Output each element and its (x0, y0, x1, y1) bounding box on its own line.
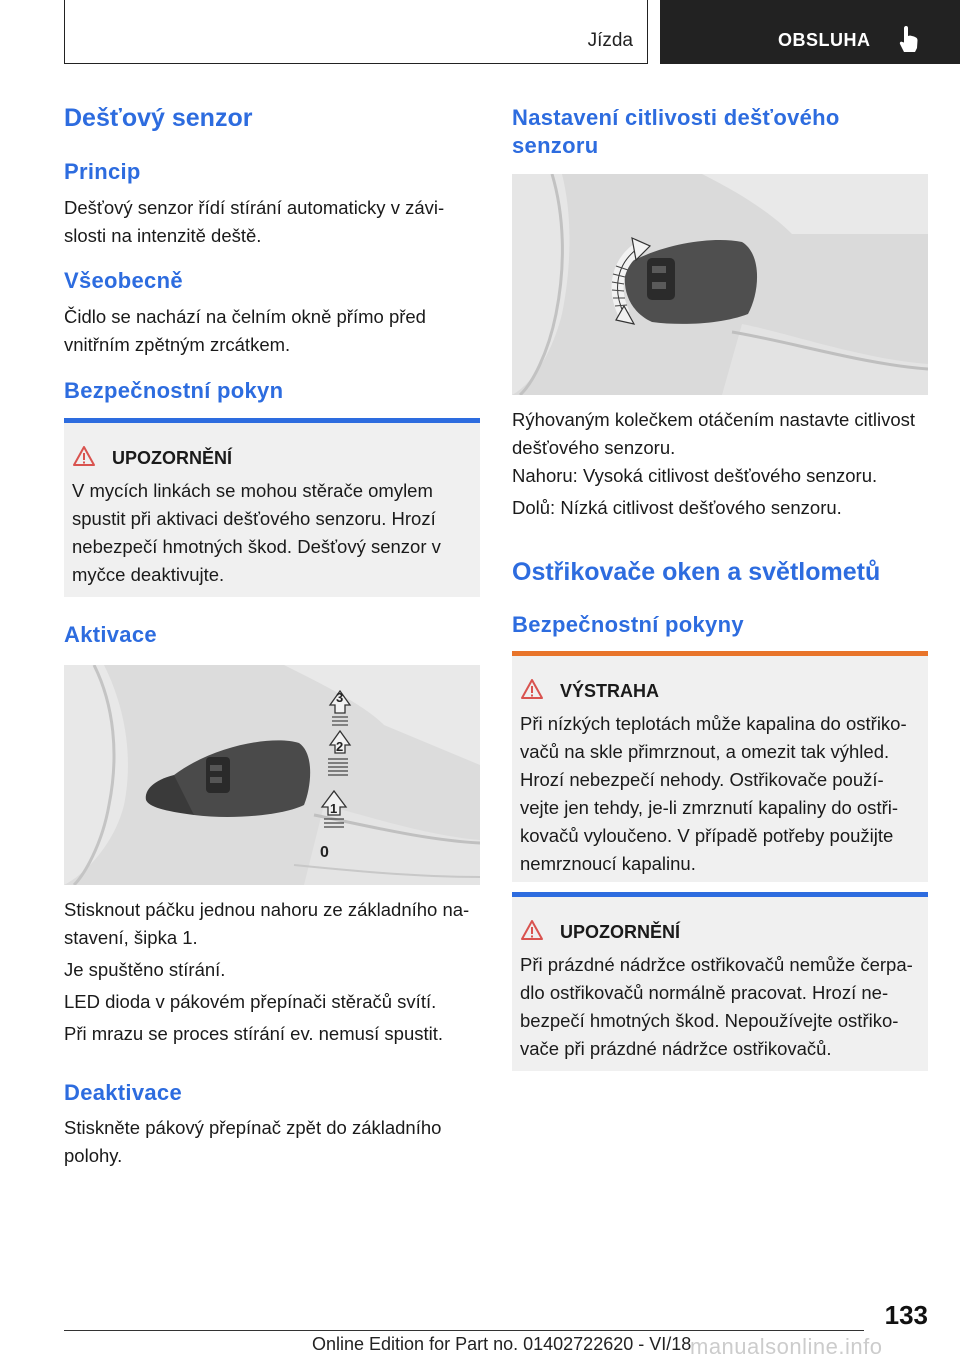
text-line: spustit při aktivaci dešťového senzoru. Hrozí (72, 508, 436, 529)
text-line: Hrozí nebezpečí nehody. Ostřikovače použí- (520, 769, 884, 790)
header-section: Jízda (587, 30, 633, 51)
text-line: nebezpečí hmotných škod. Dešťový senzor v (72, 536, 441, 557)
text-line: slosti na intenzitě deště. (64, 225, 262, 246)
aktivace-text-3: LED dioda v pákovém přepínači stěračů svítí. (64, 991, 437, 1012)
arrow-label-3: 3 (336, 690, 344, 705)
notice-text-right (520, 951, 924, 1063)
notice-box-right (512, 897, 928, 1071)
text-line: Při nízkých teplotách může kapalina do ostřiko- (520, 713, 907, 734)
text-line: Rýhovaným kolečkem otáčením nastavte citlivost (512, 409, 916, 430)
vseobecne-text (64, 303, 484, 359)
caution-text (520, 710, 924, 878)
text-line: polohy. (64, 1145, 123, 1166)
footer-edition: Online Edition for Part no. 01402722620 - VI/18 (312, 1334, 692, 1354)
heading-princip: Princip (64, 159, 141, 184)
activation-figure (64, 665, 480, 885)
arrow-label-0: 0 (320, 844, 329, 861)
section-title-rain-sensor: Dešťový senzor (64, 104, 253, 132)
title-line: senzoru (512, 133, 599, 158)
wheel-illustration (512, 174, 928, 395)
text-line: nemrznoucí kapalinu. (520, 853, 696, 874)
text-line: vnitřním zpětným zrcátkem. (64, 334, 291, 355)
pointing-hand-icon (898, 24, 920, 54)
header-chapter-tab[interactable] (660, 0, 960, 64)
text-line: Stisknout páčku jednou nahoru ze základního na- (64, 899, 470, 920)
notice-title-right: UPOZORNĚNÍ (560, 922, 681, 942)
caution-title: VÝSTRAHA (560, 681, 660, 701)
title-line: Nastavení citlivosti dešťového (512, 105, 840, 130)
text-line: vače při prázdné nádržce ostřikovačů. (520, 1038, 832, 1059)
heading-safety: Bezpečnostní pokyn (64, 378, 284, 403)
warning-triangle-icon (520, 919, 544, 941)
text-line: kovačů vyloučeno. V případě potřeby použijte (520, 825, 894, 846)
heading-safety-right: Bezpečnostní pokyny (512, 612, 744, 637)
text-line: vejte jen tehdy, je-li zmrznutí kapaliny do ostři- (520, 797, 899, 818)
section-title-sensitivity (512, 104, 840, 160)
footer-divider (64, 1330, 864, 1331)
caution-box (512, 656, 928, 882)
deaktivace-text (64, 1114, 484, 1170)
heading-vseobecne: Všeobecně (64, 268, 183, 293)
text-line: dlo ostřikovačů normálně pracovat. Hrozí ne- (520, 982, 889, 1003)
aktivace-text-4: Při mrazu se proces stírání ev. nemusí spustit. (64, 1023, 444, 1044)
sensitivity-text-3: Dolů: Nízká citlivost dešťového senzoru. (512, 497, 842, 518)
header-chapter: OBSLUHA (778, 30, 871, 50)
text-line: V mycích linkách se mohou stěrače omylem (72, 480, 433, 501)
heading-aktivace: Aktivace (64, 622, 157, 647)
text-line: dešťového senzoru. (512, 437, 676, 458)
sensitivity-figure (512, 174, 928, 395)
text-line: Stiskněte pákový přepínač zpět do základního (64, 1117, 442, 1138)
arrow-label-1: 1 (330, 801, 338, 816)
sensitivity-text-2: Nahoru: Vysoká citlivost dešťového senzoru. (512, 465, 878, 486)
notice-box (64, 423, 480, 597)
footer-watermark: manualsonline.info (690, 1334, 883, 1359)
stalk-illustration (64, 665, 480, 885)
warning-triangle-icon (520, 678, 544, 700)
text-line: Dešťový senzor řídí stírání automaticky v závi- (64, 197, 445, 218)
text-line: Při prázdné nádržce ostřikovačů nemůže čerpa- (520, 954, 913, 975)
arrow-label-2: 2 (336, 739, 344, 754)
notice-text (72, 477, 476, 589)
warning-triangle-icon (72, 445, 96, 467)
sensitivity-text-1 (512, 406, 932, 462)
header-frame (64, 0, 648, 64)
text-line: bezpečí hmotných škod. Nepoužívejte ostřiko- (520, 1010, 899, 1031)
text-line: vačů na skle přimrznout, a omezit tak výhled. (520, 741, 890, 762)
notice-title: UPOZORNĚNÍ (112, 448, 233, 468)
text-line: stavení, šipka 1. (64, 927, 198, 948)
aktivace-text-2: Je spuštěno stírání. (64, 959, 226, 980)
aktivace-text-1 (64, 896, 484, 952)
text-line: Čidlo se nachází na čelním okně přímo před (64, 306, 426, 327)
page-number: 133 (884, 1300, 928, 1330)
princip-text (64, 194, 484, 250)
section-title-washers: Ostřikovače oken a světlometů (512, 558, 881, 586)
heading-deaktivace: Deaktivace (64, 1080, 182, 1105)
text-line: myčce deaktivujte. (72, 564, 225, 585)
